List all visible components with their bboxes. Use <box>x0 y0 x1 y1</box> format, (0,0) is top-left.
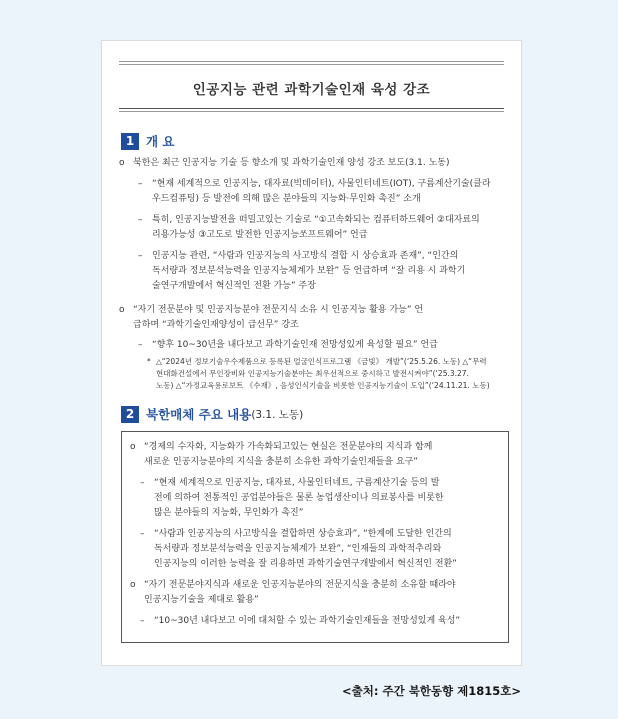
section-2-header <box>121 405 303 423</box>
quote-box <box>121 431 509 643</box>
quote-subpoint-3: – “10~30년 내다보고 이에 대처할 수 있는 과학기술인재들을 전망성있게 육성” <box>140 616 461 626</box>
top-rule-inner <box>119 64 504 65</box>
source-caption: <출처: 주간 북한동향 제1815호> <box>342 684 521 698</box>
overview-subpoint-4: – “향후 10~30년을 내다보고 과학기술인재 전망성있게 육성할 필요” 언급 <box>138 340 438 350</box>
section-date: (3.1. 노동) <box>251 408 304 421</box>
quote-subpoint-1: – “현재 세계적으로 인공지능, 대자료, 사물인터네트, 구름계산기술 등의 발 전에 의하여 전통적인 공업분야들은 물론 농업생산이나 의료봉사를 비롯한 많은 분야들의 지능화, 무인화가 촉진” <box>140 478 444 518</box>
document-title: 인공지능 관련 과학기술인재 육성 강조 <box>192 82 431 98</box>
overview-subpoint-3: – 인공지능 관련, “사람과 인공지능의 사고방식 결합 시 상승효과 존재”, “인간의 독서량과 정보분석능력을 인공지능체계가 보완” 등 언급하며 “잘 리용 시 과학기 술연구개발에서 혁신적인 전환 가능” 주장 <box>138 251 466 291</box>
overview-point-2: o “자기 전문분야 및 인공지능분야 전문지식 소유 시 인공지능 활용 가능” 언 급하며 “과학기술인재양성이 급선무” 강조 <box>119 305 424 330</box>
title-underline-inner <box>119 111 504 112</box>
title-underline <box>119 108 504 109</box>
section-number: 2 <box>121 406 139 423</box>
overview-subpoint-2: – 특히, 인공지능발전을 떠밀고있는 기술로 “①고속화되는 컴퓨터하드웨어 ②대자료의 리용가능성 ③고도로 발전한 인공지능쏘프트웨어” 언급 <box>138 215 480 240</box>
top-rule <box>119 61 504 62</box>
section-1-header <box>121 132 175 150</box>
overview-note: * △“2024년 정보기술우수제품으로 등록된 얼굴인식프로그램 《금빛》 개발”(‘25.5.26. 노동) △“무력 현대화건설에서 무인장비와 인공지능기술분야는 최우선적으로 중시하고 발전시켜야”(‘25.3.27. 노동) △“가정교육용로보트 《수재》, 음성인식기술을 비롯한 인공지능기술이 도입”(‘24.11.21. 노동) <box>147 357 490 390</box>
section-number: 1 <box>121 133 139 150</box>
overview-subpoint-1: – “현재 세계적으로 인공지능, 대자료(빅데이터), 사물인터네트(IOT), 구름계산기술(클라 우드컴퓨팅) 등 발전에 의해 많은 분야들의 지능화·무인화 촉진” 소개 <box>138 179 491 204</box>
quote-subpoint-2: – “사람과 인공지능의 사고방식을 결합하면 상승효과”, “한계에 도달한 인간의 독서량과 정보분석능력을 인공지능체계가 보완”, “인재들의 과학적추리와 인공지능의 이러한 능력을 잘 리용하면 과학기술연구개발에서 혁신적인 전환” <box>140 529 457 569</box>
quote-point-2: o “자기 전문분야지식과 새로운 인공지능분야의 전문지식을 충분히 소유할 때라야 인공지능기술을 제대로 활용” <box>130 580 456 605</box>
overview-point-1: o 북한은 최근 인공지능 기술 등 향소개 및 과학기술인재 양성 강조 보도(3.1. 노동) <box>119 156 514 171</box>
section-title: 북한매체 주요 내용 <box>146 407 252 422</box>
section-title: 개 요 <box>146 134 175 149</box>
overview-text: 북한은 최근 인공지능 기술 등 향소개 및 과학기술인재 양성 강조 보도(3.1. 노동) <box>133 158 450 168</box>
quote-point-1: o “경제의 수자화, 지능화가 가속화되고있는 현실은 전문분야의 지식과 함께 새로운 인공지능분야의 지식을 충분히 소유한 과학기술인재들을 요구” <box>130 442 433 467</box>
document-page <box>101 40 522 666</box>
